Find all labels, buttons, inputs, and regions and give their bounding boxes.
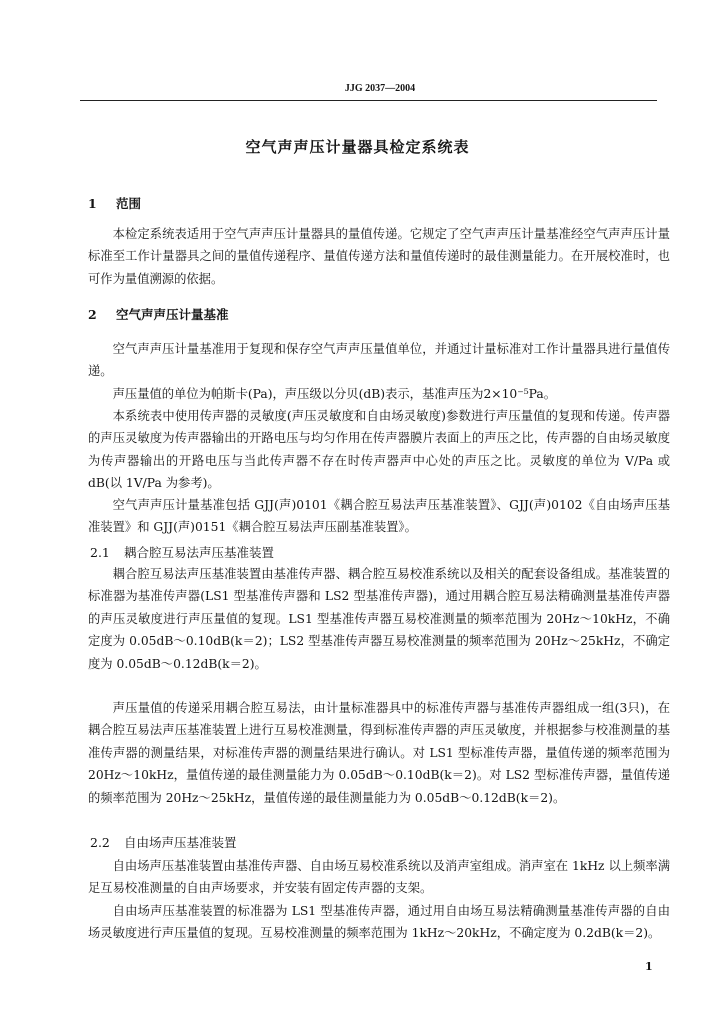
section-title: 范围: [116, 196, 142, 211]
section-2-2-heading: [90, 833, 237, 851]
document-title: 空气声声压计量器具检定系统表: [245, 138, 470, 156]
section-title: 空气声声压计量基准: [116, 307, 229, 322]
paragraph-standard-purpose: 空气声声压计量基准用于复现和保存空气声声压量值单位，并通过计量标准对工作计量器具进行量值传递。: [88, 342, 670, 379]
paragraph-coupler-transfer: 声压量值的传递采用耦合腔互易法，由计量标准器具中的标准传声器与基准传声器组成一组(3只)，在耦合腔互易法声压基准装置上进行互易校准测量，得到标准传声器的声压灵敏度，并根据参与校准测量的基准传声器的测量结果，对标准传声器的测量结果进行确认。对 LS1 型标准传声器，量值传递的频率范围为 20Hz～10kHz，量值传递的最佳测量能力为 0.05dB～0.10dB(k＝2)。对 LS2 型标准传声器，量值传递的频率范围为 20Hz～25kHz，量值传递的最佳测量能力为 0.05dB～0.12dB(k＝2)。: [88, 701, 670, 805]
section-1-heading: [88, 194, 141, 212]
section-2-1-heading: [90, 543, 274, 561]
section-number: 1: [88, 196, 97, 211]
paragraph-sensitivity: 本系统表中使用传声器的灵敏度(声压灵敏度和自由场灵敏度)参数进行声压量值的复现和传递。传声器的声压灵敏度为传声器输出的开路电压与均匀作用在传声器膜片表面上的声压之比，传声器的自由场灵敏度为传声器输出的开路电压与当此传声器不存在时传声器声中心处的声压之比。灵敏度的单位为 V/Pa 或 dB(以 1V/Pa 为参考)。: [88, 409, 670, 491]
section-number: 2.2: [90, 835, 110, 850]
paragraph-units: 声压量值的单位为帕斯卡(Pa)，声压级以分贝(dB)表示，基准声压为2×10⁻⁵Pa。: [112, 387, 557, 401]
paragraph-scope: 本检定系统表适用于空气声声压计量器具的量值传递。它规定了空气声声压计量基准经空气声声压计量标准至工作计量器具之间的量值传递程序、量值传递方法和量值传递时的最佳测量能力。在开展校准时，也可作为量值溯源的依据。: [88, 227, 670, 286]
section-title: 耦合腔互易法声压基准装置: [124, 545, 275, 560]
paragraph-standards-list: 空气声声压计量基准包括 GJJ(声)0101《耦合腔互易法声压基准装置》、GJJ(声)0102《自由场声压基准装置》和 GJJ(声)0151《耦合腔互易法声压副基准装置》。: [88, 498, 670, 535]
section-2-heading: [88, 305, 229, 323]
paragraph-coupler-device: 耦合腔互易法声压基准装置由基准传声器、耦合腔互易校准系统以及相关的配套设备组成。基准装置的标准器为基准传声器(LS1 型基准传声器和 LS2 型基准传声器)，通过用耦合腔互易法精确测量基准传声器的声压灵敏度进行声压量值的复现。LS1 型基准传声器互易校准测量的频率范围为 20Hz～10kHz，不确定度为 0.05dB～0.10dB(k＝2)；LS2 型基准传声器互易校准测量的频率范围为 20Hz～25kHz，不确定度为 0.05dB～0.12dB(k＝2)。: [88, 567, 670, 671]
header-rule: [80, 100, 657, 101]
paragraph-freefield-device: 自由场声压基准装置由基准传声器、自由场互易校准系统以及消声室组成。消声室在 1kHz 以上频率满足互易校准测量的自由声场要求，并安装有固定传声器的支架。: [88, 859, 670, 896]
section-number: 2.1: [90, 545, 110, 560]
page-header-code: JJG 2037—2004: [344, 83, 416, 94]
section-number: 2: [88, 307, 97, 322]
paragraph-freefield-reproduction: 自由场声压基准装置的标准器为 LS1 型基准传声器，通过用自由场互易法精确测量基准传声器的自由场灵敏度进行声压量值的复现。互易校准测量的频率范围为 1kHz～20kHz，不确定度为 0.2dB(k＝2)。: [88, 904, 670, 941]
section-title: 自由场声压基准装置: [124, 835, 237, 850]
page-number: 1: [645, 960, 653, 973]
